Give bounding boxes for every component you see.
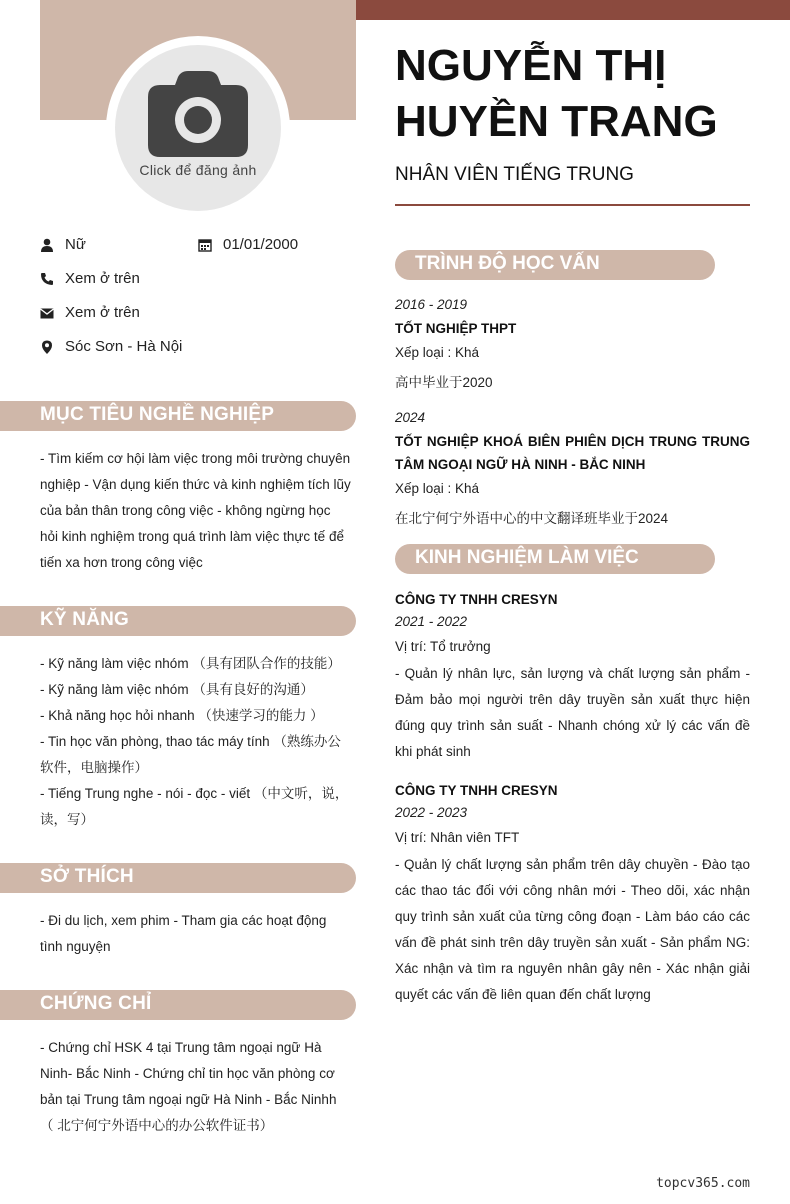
camera-icon [148,69,248,157]
phone-row [40,270,140,287]
experience-period: 2022 - 2023 [395,805,468,820]
skill-item: - Kỹ năng làm việc nhóm （具有团队合作的技能） [40,656,341,671]
company-name: CÔNG TY TNHH CRESYN [395,783,558,798]
phone-icon [40,272,54,286]
top-accent-bar [356,0,790,20]
birthday-row [198,236,298,253]
gender-value: Nữ [65,236,86,253]
experience-position: Vị trí: Tổ trưởng [395,639,491,654]
education-heading-text: TRÌNH ĐỘ HỌC VẤN [415,253,600,274]
career-goal-text: - Tìm kiếm cơ hội làm việc trong môi trường chuyên nghiệp - Vận dụng kiến thức và kinh nghiệm tích lũy của bản thân trong công việc - không ngừng học hỏi kinh nghiệm trong quá trình làm việc thực tế để tiến xa hơn trong công việc [40,451,351,570]
career-goal-heading-text: MỤC TIÊU NGHỀ NGHIỆP [40,404,275,425]
experience-position: Vị trí: Nhân viên TFT [395,830,520,845]
education-heading [395,250,715,280]
education-title: TỐT NGHIỆP THPT [395,321,517,336]
certificates-heading-text: CHỨNG CHỈ [40,993,152,1014]
skill-item: - Tiếng Trung nghe - nói - đọc - viết （中文听，说，读，写） [40,786,349,827]
gender-row [40,236,86,253]
job-title: NHÂN VIÊN TIẾNG TRUNG [395,164,634,185]
certificates-heading [0,990,356,1020]
experience-description: - Quản lý nhân lực, sản lượng và chất lượng sản phẩm - Đảm bảo mọi người trên dây truyền sản xuất thực hiện đúng quy trình sản suất - Nhanh chóng xử lý các vấn đề khi phát sinh [395,666,750,759]
header-divider [395,204,750,206]
skill-item: - Kỹ năng làm việc nhóm （具有良好的沟通） [40,682,314,697]
skill-item: - Tin học văn phòng, thao tác máy tính （熟练办公软件，电脑操作） [40,734,341,775]
education-period: 2024 [395,410,426,425]
education-title: TỐT NGHIỆP KHOÁ BIÊN PHIÊN DỊCH TRUNG TRUNG TÂM NGOẠI NGỮ HÀ NINH - BẮC NINH [395,434,750,472]
calendar-icon [198,238,212,252]
address-value: Sóc Sơn - Hà Nội [65,338,183,355]
company-name: CÔNG TY TNHH CRESYN [395,592,558,607]
hobbies-heading [0,863,356,893]
skills-heading-text: KỸ NĂNG [40,609,130,630]
address-row [40,338,182,355]
skills-heading [0,606,356,636]
hobbies-text: - Đi du lịch, xem phim - Tham gia các hoạt động tình nguyện [40,913,327,954]
hobbies-heading-text: SỞ THÍCH [40,866,134,887]
birthday-value: 01/01/2000 [223,236,299,253]
education-note: 高中毕业于2020 [395,375,493,390]
user-icon [40,238,54,252]
phone-value: Xem ở trên [65,270,140,287]
upload-photo-button[interactable] [115,45,281,211]
mail-icon [40,306,54,320]
candidate-name [395,38,775,150]
skill-item: - Khả năng học hỏi nhanh （快速学习的能力 ） [40,708,324,723]
experience-heading-text: KINH NGHIỆM LÀM VIỆC [415,547,639,568]
email-value: Xem ở trên [65,304,140,321]
skills-list [40,651,352,833]
experience-description: - Quản lý chất lượng sản phẩm trên dây chuyền - Đào tạo các thao tác đối với công nhân mới - Theo dõi, xác nhận quy trình sản xuất của từng công đoạn - Làm báo cáo các vấn đề phát sinh trên dây truyền sản xuất - Sản phẩm NG: Xác nhận và tìm ra nguyên nhân gây nên - Xác nhận giải quyết các vấn đề liên quan đến chất lượng [395,857,750,1002]
education-period: 2016 - 2019 [395,297,468,312]
education-grade: Xếp loại : Khá [395,481,480,496]
education-note: 在北宁何宁外语中心的中文翻译班毕业于2024 [395,511,669,526]
experience-heading [395,544,715,574]
experience-period: 2021 - 2022 [395,614,468,629]
footer-brand: topcv365.com [656,1176,750,1191]
name-line-1: NGUYỄN THỊ [395,41,667,90]
education-grade: Xếp loại : Khá [395,345,480,360]
career-goal-heading [0,401,356,431]
certificates-text: - Chứng chỉ HSK 4 tại Trung tâm ngoại ngữ Hà Ninh- Bắc Ninh - Chứng chỉ tin học văn phòng cơ bản tại Trung tâm ngoại ngữ Hà Ninh - Bắc Ninhh （ 北宁何宁外语中心的办公软件证书） [40,1040,337,1133]
email-row [40,304,140,321]
name-line-2: HUYỀN TRANG [395,97,718,146]
location-icon [40,340,54,354]
photo-upload-label: Click để đăng ảnh [139,162,257,178]
